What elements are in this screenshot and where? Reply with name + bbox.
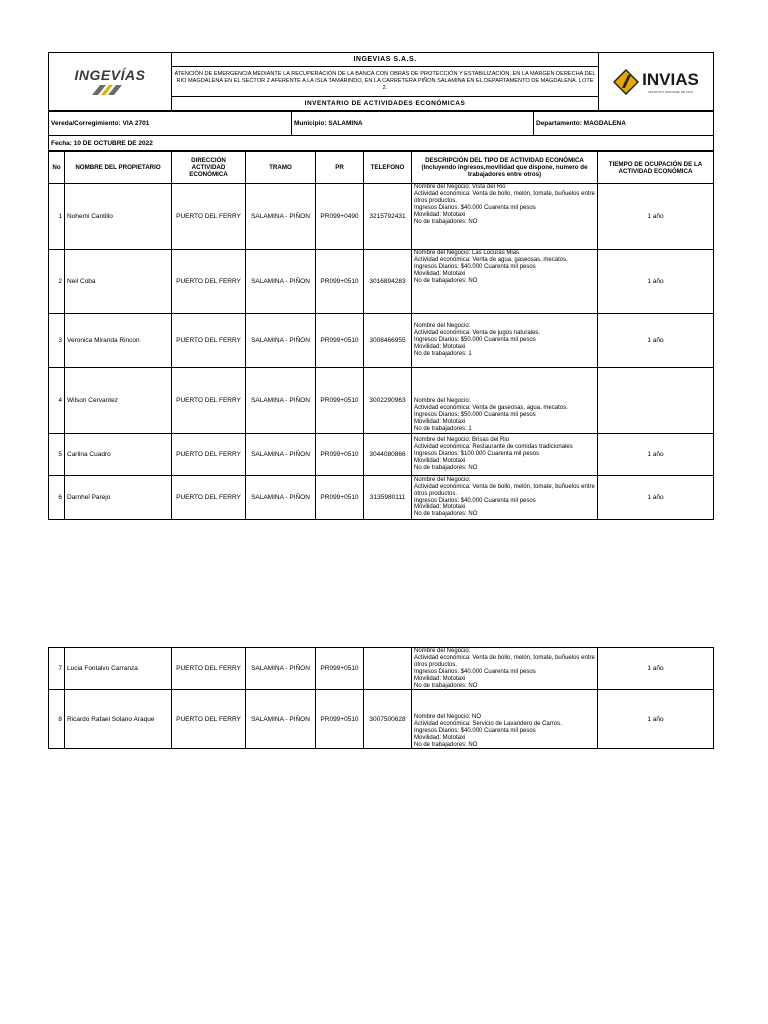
table-row [49,434,714,476]
inventory-title: INVENTARIO DE ACTIVIDADES ECONÓMICAS [172,97,599,111]
row-phone: 3044080866 [364,434,412,476]
row-no: 6 [49,476,65,520]
table-row [49,648,714,690]
ingevias-logo [49,53,172,111]
row-no: 4 [49,368,65,434]
row-time: 1 año [598,314,714,368]
row-phone: 3002290963 [364,368,412,434]
row-description: Nombre del Negocio: Brisas del Rio Actividad económica: Restaurante de comidas tradicionales Ingresos Diarios: $100.000 Cuarenta mil pesos Movilidad: Mototaxi No de trabajadores: NO [412,434,598,476]
row-tramo: SALAMINA - PIÑON [246,648,316,690]
row-address: PUERTO DEL FERRY [172,184,246,250]
table-row [49,690,714,749]
row-description: Nombre del Negocio: Actividad económica: Venta de gaseosas, agua, mecatos. Ingresos Diarios: $50.000 Cuarenta mil pesos Movilidad: Mototaxi No de trabajadores: 1 [412,368,598,434]
row-no: 1 [49,184,65,250]
row-phone: 3215792431 [364,184,412,250]
row-time: 1 año [598,690,714,749]
municipio-field: Municipio: SALAMINA [292,112,534,136]
vereda-field: Vereda/Corregimiento: VIA 2701 [49,112,292,136]
table-row [49,250,714,314]
col-time: TIEMPO DE OCUPACIÓN DE LA ACTIVIDAD ECONÓMICA [598,152,714,184]
col-address: DIRECCIÓN ACTIVIDAD ECONÓMICA [172,152,246,184]
inventory-sheet [48,52,713,520]
activities-table-continued [48,647,714,749]
header-table [48,52,714,111]
row-time: 1 año [598,434,714,476]
row-pr: PR099+0510 [316,648,364,690]
table-row [49,184,714,250]
row-description: Nombre del Negocio: Actividad económica: Venta de jugos naturales. Ingresos Diarios: $50.000 Cuarenta mil pesos Movilidad: Mototaxi No de trabajadores: 1 [412,314,598,368]
table-row [49,368,714,434]
row-no: 5 [49,434,65,476]
invias-logo [599,53,714,111]
invias-logo-text: INVIAS [642,69,699,89]
row-phone: 3007500628 [364,690,412,749]
row-description: Nombre del Negocio: Vista del Rio Actividad económica: Venta de bollo, melón, tomate, buñuelos entre otros productos. Ingresos Diarios: $40.000 Cuarenta mil pesos Movilidad: Mototaxi No de trabajadores: NO [412,184,598,250]
row-address: PUERTO DEL FERRY [172,434,246,476]
row-description: Nombre del Negocio: NO Actividad económica: Servicio de Lavandero de Carros. Ingresos Diarios: $40.000 Cuarenta mil pesos Movilidad: Mototaxi No de trabajadores: NO [412,690,598,749]
row-pr: PR099+0510 [316,368,364,434]
row-owner: Neil Coba [65,250,172,314]
row-no: 3 [49,314,65,368]
row-phone: 3016894283 [364,250,412,314]
row-address: PUERTO DEL FERRY [172,476,246,520]
row-time: 1 año [598,184,714,250]
row-tramo: SALAMINA - PIÑON [246,314,316,368]
col-no: No [49,152,65,184]
row-address: PUERTO DEL FERRY [172,368,246,434]
row-tramo: SALAMINA - PIÑON [246,434,316,476]
col-description-subtitle: (Incluyendo ingresos,movilidad que dispone, numero de trabajadores entre otros) [421,164,588,178]
col-tramo: TRAMO [246,152,316,184]
row-pr: PR099+0510 [316,250,364,314]
row-phone [364,648,412,690]
row-time: 1 año [598,648,714,690]
row-time [598,368,714,434]
row-no: 8 [49,690,65,749]
row-tramo: SALAMINA - PIÑON [246,250,316,314]
row-tramo: SALAMINA - PIÑON [246,476,316,520]
row-owner: Veronica Miranda Rincon [65,314,172,368]
row-owner: Darnhel Parejo [65,476,172,520]
col-pr: PR [316,152,364,184]
col-description [412,152,598,184]
col-owner: NOMBRE DEL PROPIETARIO [65,152,172,184]
row-time: 1 año [598,476,714,520]
row-address: PUERTO DEL FERRY [172,314,246,368]
road-stripes-icon [88,83,132,95]
row-pr: PR099+0510 [316,476,364,520]
row-pr: PR099+0510 [316,690,364,749]
col-description-title: DESCRIPCIÓN DEL TIPO DE ACTIVIDAD ECONÓMICA [425,157,584,164]
departamento-field: Departamento: MAGDALENA [534,112,714,136]
row-phone: 3008466955 [364,314,412,368]
row-pr: PR099+0490 [316,184,364,250]
activities-table [48,151,714,520]
table-row [49,314,714,368]
table-row [49,476,714,520]
row-description: Nombre del Negocio: Actividad económica: Venta de bollo, melón, tomate, buñuelos entre otros productos. Ingresos Diarios: $40.000 Cuarenta mil pesos Movilidad: Mototaxi No de trabajadores: NO [412,648,598,690]
row-time: 1 año [598,250,714,314]
row-owner: Ricardo Rafael Solano Araque [65,690,172,749]
ingevias-logo-text: INGEVÍAS [74,66,146,83]
company-name: INGEVIAS S.A.S. [172,53,599,67]
row-address: PUERTO DEL FERRY [172,648,246,690]
row-description: Nombre del Negocio: Actividad económica: Venta de bollo, melón, tomate, buñuelos entre otros productos. Ingresos Diarios: $40.000 Cuarenta mil pesos Movilidad: Mototaxi No de trabajadores: NO [412,476,598,520]
row-description: Nombre del Negocio: Las Locuras Mias Actividad económica: Venta de agua, gaseosas, mecatos. Ingresos Diarios: $40.000 Cuarenta mil pesos Movilidad: Mototaxi No de trabajadores: NO [412,250,598,314]
row-no: 7 [49,648,65,690]
row-phone: 3135980111 [364,476,412,520]
col-phone: TELEFONO [364,152,412,184]
row-pr: PR099+0510 [316,434,364,476]
row-address: PUERTO DEL FERRY [172,690,246,749]
inventory-sheet-continued [48,647,713,749]
row-owner: Nohemi Cantillo [65,184,172,250]
row-pr: PR099+0510 [316,314,364,368]
project-description: ATENCIÓN DE EMERGENCIA MEDIANTE LA RECUPERACIÓN DE LA BANCA CON OBRAS DE PROTECCIÓN Y ESTABILIZACIÓN, EN LA MARGEN DERECHA DEL RIO MAGDALENA EN EL SECTOR 2 AFERENTE A LA ISLA TAMARINDO, EN LA CARRETERA PIÑON SALAMINA EN EL DEPARTAMENTO DE MAGDALENA. LOTE 2. [172,67,599,97]
row-no: 2 [49,250,65,314]
row-tramo: SALAMINA - PIÑON [246,690,316,749]
row-owner: Carlina Cuadro [65,434,172,476]
invias-logo-subtext: INSTITUTO NACIONAL DE VIAS [648,89,693,94]
meta-table [48,111,714,151]
row-owner: Wilson Cervantez [65,368,172,434]
invias-emblem-icon [613,69,639,95]
row-tramo: SALAMINA - PIÑON [246,368,316,434]
row-tramo: SALAMINA - PIÑON [246,184,316,250]
row-owner: Lucia Fontalvo Carranza [65,648,172,690]
row-address: PUERTO DEL FERRY [172,250,246,314]
fecha-field: Fecha: 10 DE OCTUBRE DE 2022 [49,136,714,151]
